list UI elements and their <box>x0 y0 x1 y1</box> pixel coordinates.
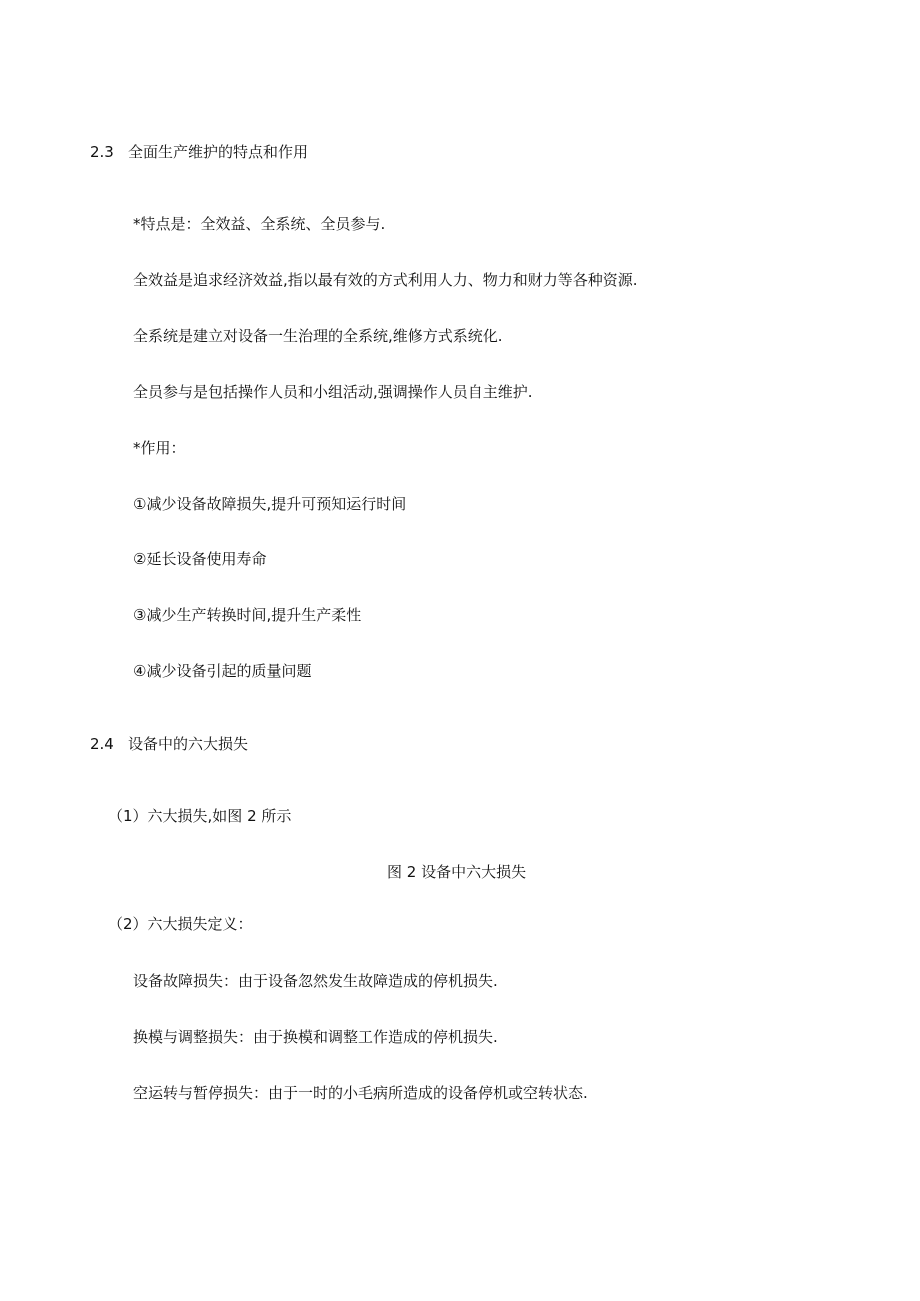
effect-item: ④减少设备引起的质量问题 <box>133 662 312 680</box>
section-number: 2.4 <box>90 735 114 753</box>
effect-item: ①减少设备故障损失,提升可预知运行时间 <box>133 495 407 513</box>
effect-item: ③减少生产转换时间,提升生产柔性 <box>133 606 362 624</box>
full-participation-paragraph: 全员参与是包括操作人员和小组活动,强调操作人员自主维护. <box>133 383 533 401</box>
definition-item: 设备故障损失：由于设备忽然发生故障造成的停机损失. <box>133 972 498 990</box>
definition-item: 空运转与暂停损失：由于一时的小毛病所造成的设备停机或空转状态. <box>133 1084 588 1102</box>
section-2-4-heading <box>90 734 248 754</box>
section-title: 全面生产维护的特点和作用 <box>128 143 309 161</box>
list-item-2: （2）六大损失定义： <box>108 915 253 933</box>
effects-intro: *作用： <box>133 439 186 457</box>
definition-item: 换模与调整损失：由于换模和调整工作造成的停机损失. <box>133 1028 498 1046</box>
full-system-paragraph: 全系统是建立对设备一生治理的全系统,维修方式系统化. <box>133 327 503 345</box>
section-number: 2.3 <box>90 143 114 161</box>
effect-item: ②延长设备使用寿命 <box>133 550 267 568</box>
figure-caption: 图 2 设备中六大损失 <box>387 863 527 881</box>
features-intro: *特点是：全效益、全系统、全员参与. <box>133 215 386 233</box>
section-2-3-heading <box>90 142 308 162</box>
section-title: 设备中的六大损失 <box>128 735 249 753</box>
list-item-1: （1）六大损失,如图 2 所示 <box>108 807 292 825</box>
full-benefit-paragraph: 全效益是追求经济效益,指以最有效的方式利用人力、物力和财力等各种资源. <box>133 271 638 289</box>
